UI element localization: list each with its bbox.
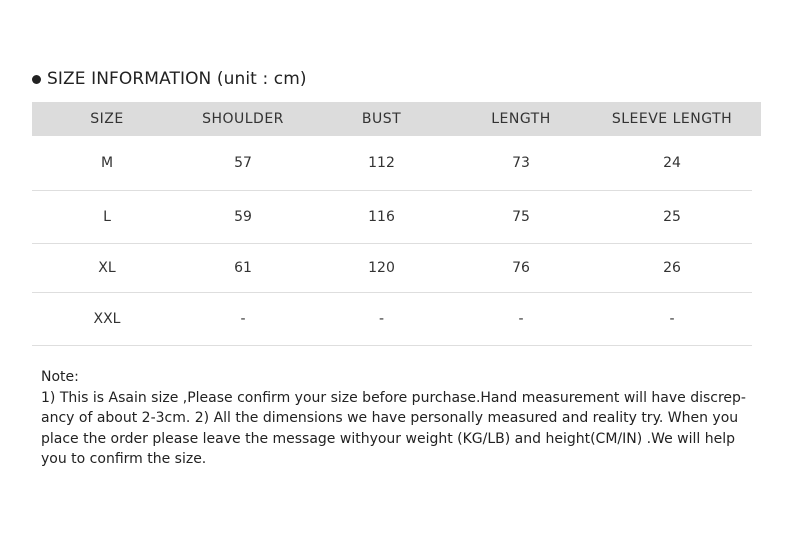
table-header-row (32, 102, 761, 136)
cell-length: - (518, 311, 524, 327)
cell-sleeve-length: 25 (663, 209, 681, 225)
cell-shoulder: 59 (234, 209, 252, 225)
header-size: SIZE (90, 111, 124, 127)
cell-sleeve-length: - (669, 311, 675, 327)
note-text: 1) This is Asain size ,Please confirm your size before purchase.Hand measurement will have discrep-ancy of about 2-3cm. 2) All the dimensions we have personally measured and reality try. When you place the order please leave the message withyour weight (KG/LB) and height(CM/IN) .We will help you to confirm the size. (41, 389, 746, 467)
heading-title: SIZE INFORMATION (unit : cm) (47, 69, 307, 89)
cell-bust: 120 (368, 260, 395, 276)
cell-bust: 116 (368, 209, 395, 225)
note-label: Note: (41, 369, 79, 385)
size-table (32, 102, 761, 346)
header-length: LENGTH (491, 111, 551, 127)
note-section (41, 367, 753, 470)
cell-shoulder: 61 (234, 260, 252, 276)
bullet-icon (32, 75, 41, 84)
cell-size: XXL (93, 311, 121, 327)
header-sleeve-length: SLEEVE LENGTH (611, 111, 733, 127)
cell-bust: 112 (368, 155, 395, 171)
cell-sleeve-length: 24 (663, 155, 681, 171)
cell-size: L (103, 209, 111, 225)
cell-shoulder: - (240, 311, 246, 327)
table-row (32, 136, 752, 191)
cell-size: XL (98, 260, 116, 276)
section-heading (30, 68, 307, 90)
cell-length: 75 (512, 209, 530, 225)
cell-length: 76 (512, 260, 530, 276)
cell-size: M (100, 155, 114, 171)
cell-length: 73 (512, 155, 530, 171)
table-row (32, 191, 752, 244)
cell-sleeve-length: 26 (663, 260, 681, 276)
table-row (32, 244, 752, 293)
header-bust: BUST (361, 111, 402, 127)
header-shoulder: SHOULDER (202, 111, 284, 127)
cell-shoulder: 57 (234, 155, 252, 171)
table-row (32, 293, 752, 346)
cell-bust: - (378, 311, 385, 327)
